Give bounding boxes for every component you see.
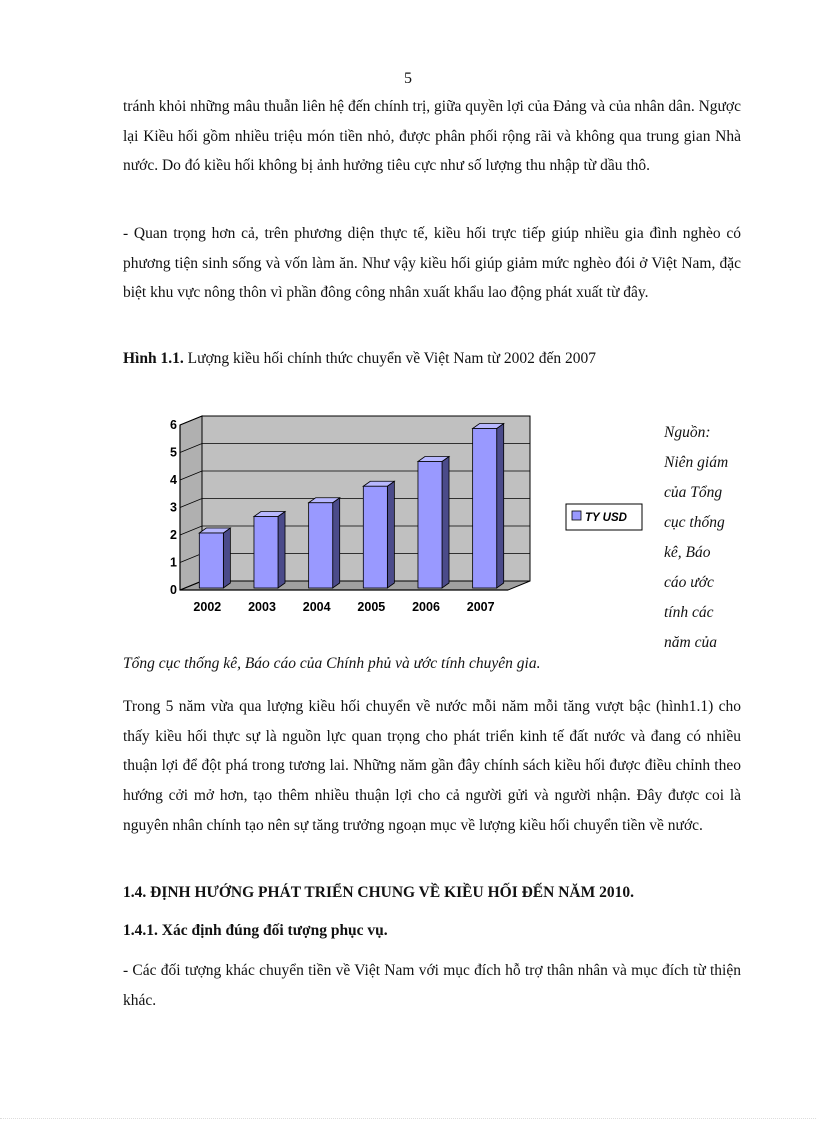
page-number: 5: [404, 70, 412, 87]
y-tick-label: 3: [170, 500, 177, 515]
y-tick-label: 1: [170, 555, 177, 570]
bar-side: [497, 424, 504, 589]
bar-side: [278, 512, 285, 589]
bar: [254, 517, 278, 589]
source-word: Niên giám: [664, 454, 729, 471]
bar-side: [387, 481, 394, 588]
source-word: năm của: [664, 634, 717, 651]
bar: [309, 503, 333, 588]
bar-side: [223, 528, 230, 588]
figure-label: Hình 1.1.: [123, 350, 184, 367]
x-tick-label: 2006: [412, 600, 440, 614]
source-note-continuation: Tổng cục thống kê, Báo cáo của Chính phủ và ước tính chuyên gia.: [123, 655, 541, 672]
source-word: cục thống: [664, 514, 725, 531]
bar: [199, 533, 223, 588]
x-tick-label: 2005: [357, 600, 386, 614]
x-tick-label: 2007: [466, 600, 495, 614]
chart-svg: [160, 405, 650, 630]
y-tick-label: 4: [170, 473, 177, 487]
bar: [473, 429, 497, 589]
section-heading: 1.4. ĐỊNH HƯỚNG PHÁT TRIỂN CHUNG VỀ KIỀU HỐI ĐẾN NĂM 2010.: [123, 884, 634, 901]
figure-caption-text: Lượng kiều hối chính thức chuyển về Việt Nam từ 2002 đến 2007: [183, 350, 597, 367]
paragraph-1: tránh khỏi những mâu thuẫn liên hệ đến chính trị, giữa quyền lợi của Đảng và của nhân dân. Ngược lại Kiều hối gồm nhiều triệu món tiền nhỏ, được phân phối rộng rãi và không qua trung gian Nhà nước. Do đó kiều hối không bị ảnh hưởng tiêu cực như số lượng thu nhập từ dầu thô.: [123, 98, 741, 175]
bar: [418, 462, 442, 589]
source-word: của Tổng: [664, 484, 723, 501]
source-word: kê, Báo: [664, 544, 711, 561]
bar: [363, 486, 387, 588]
legend-swatch: [572, 511, 581, 520]
paragraph-3: Trong 5 năm vừa qua lượng kiều hối chuyển về nước mỗi năm mỗi tăng vượt bậc (hình1.1) cho thấy kiều hối thực sự là nguồn lực quan trọng cho phát triển kinh tế đất nước và đang có nhiều thuận lợi để đột phá trong tương lai. Những năm gần đây chính sách kiều hối được điều chỉnh theo hướng cởi mở hơn, tạo thêm nhiều thuận lợi cho cả người gửi và người nhận. Đây được coi là nguyên nhân chính tạo nên sự tăng trưởng ngoạn mục về lượng kiều hối chuyển tiền về nước.: [123, 698, 741, 834]
y-tick-label: 6: [170, 418, 177, 432]
source-word: cáo ước: [664, 574, 714, 591]
page-bottom-rule: [0, 1118, 816, 1119]
figure-caption: [123, 350, 596, 368]
subsection-heading: 1.4.1. Xác định đúng đối tượng phục vụ.: [123, 922, 388, 939]
paragraph-4: - Các đối tượng khác chuyển tiền về Việt Nam với mục đích hỗ trợ thân nhân và mục đích từ thiện khác.: [123, 962, 741, 1009]
y-tick-label: 2: [170, 528, 177, 542]
source-word: Nguồn:: [664, 424, 711, 441]
x-tick-label: 2003: [248, 600, 276, 614]
source-note-side: [664, 418, 742, 658]
bar-side: [442, 457, 449, 589]
x-tick-label: 2002: [193, 600, 222, 614]
bar-side: [333, 498, 340, 588]
y-tick-label: 5: [170, 445, 177, 460]
legend-label: TY USD: [585, 512, 627, 524]
paragraph-2: - Quan trọng hơn cả, trên phương diện thực tế, kiều hối trực tiếp giúp nhiều gia đình nghèo có phương tiện sinh sống và vốn làm ăn. Như vậy kiều hối giúp giảm mức nghèo đói ở Việt Nam, đặc biệt khu vực nông thôn vì phần đông công nhân xuất khẩu lao động phát xuất từ đây.: [123, 225, 741, 302]
x-tick-label: 2004: [302, 600, 331, 614]
y-tick-label: 0: [170, 583, 177, 597]
remittance-chart: [160, 405, 650, 630]
source-word: tính các: [664, 604, 714, 621]
